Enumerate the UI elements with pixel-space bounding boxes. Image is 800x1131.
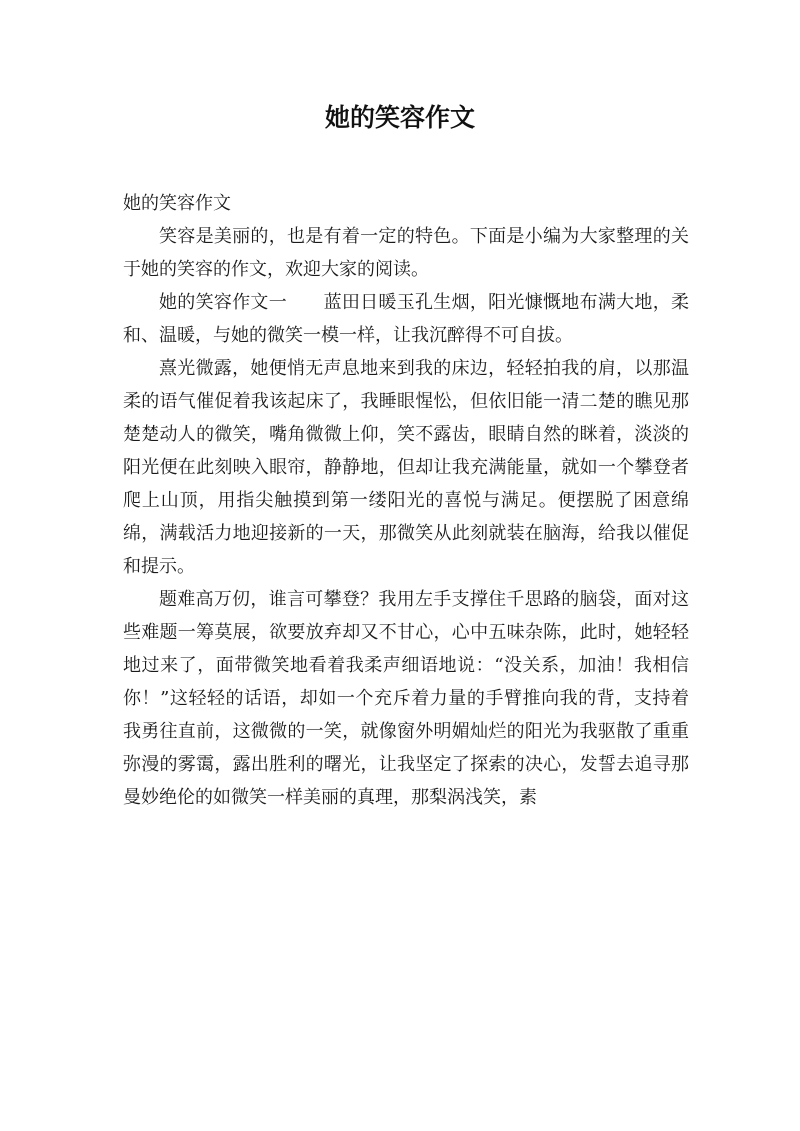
document-body bbox=[123, 187, 689, 814]
document-subtitle: 她的笑容作文 bbox=[123, 193, 231, 214]
paragraph-intro: 笑容是美丽的，也是有着一定的特色。下面是小编为大家整理的关于她的笑容的作文，欢迎大家的阅读。 bbox=[123, 226, 689, 280]
paragraph-essay-one-opening: 她的笑容作文一 蓝田日暖玉孔生烟，阳光慷慨地布满大地，柔和、温暖，与她的微笑一模一样，让我沉醉得不可自拔。 bbox=[123, 292, 689, 346]
paragraph-morning: 熹光微露，她便悄无声息地来到我的床边，轻轻拍我的肩，以那温柔的语气催促着我该起床了，我睡眼惺忪，但依旧能一清二楚的瞧见那楚楚动人的微笑，嘴角微微上仰，笑不露齿，眼睛自然的眯着，淡淡的阳光便在此刻映入眼帘，静静地，但却让我充满能量，就如一个攀登者爬上山顶，用指尖触摸到第一缕阳光的喜悦与满足。便摆脱了困意绵绵，满载活力地迎接新的一天，那微笑从此刻就装在脑海，给我以催促和提示。 bbox=[123, 358, 689, 577]
page-title: 她的笑容作文 bbox=[324, 103, 475, 132]
paragraph-difficult-problem: 题难高万仞，谁言可攀登？我用左手支撑住千思路的脑袋，面对这些难题一筹莫展，欲要放弃却又不甘心，心中五味杂陈，此时，她轻轻地过来了，面带微笑地看着我柔声细语地说：“没关系，加油！我相信你！”这轻轻的话语，却如一个充斥着力量的手臂推向我的背，支持着我勇往直前，这微微的一笑，就像窗外明媚灿烂的阳光为我驱散了重重弥漫的雾霭，露出胜利的曙光，让我坚定了探索的决心，发誓去追寻那曼妙绝伦的如微笑一样美丽的真理，那梨涡浅笑，素 bbox=[123, 589, 689, 808]
